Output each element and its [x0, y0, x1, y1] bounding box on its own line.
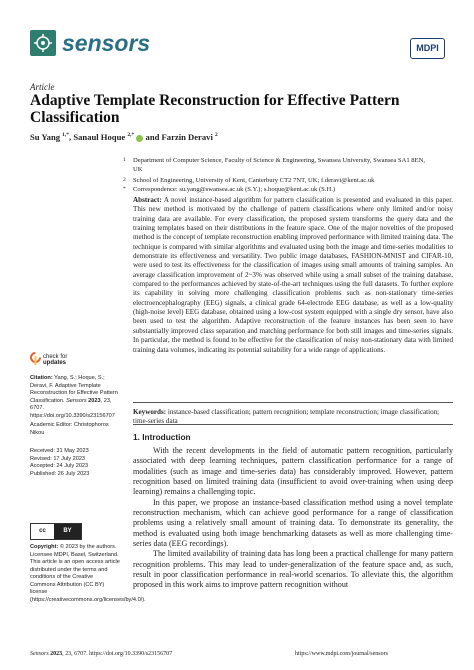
published-date: Published: 26 July 2023 [30, 470, 90, 477]
author-1-marker: 1,* [62, 132, 70, 139]
publication-dates [30, 448, 120, 478]
affiliation-2: 2 School of Engineering, University of Kent, Canterbury CT2 7NT, UK; f.deravi@kent.ac.uk [123, 177, 375, 184]
author-2-marker: 2,* [127, 132, 135, 139]
footer-journal-url[interactable]: https://www.mdpi.com/journal/sensors [295, 651, 388, 657]
author-2[interactable]: Sanaul Hoque [73, 132, 126, 142]
affiliation-1: 1 Department of Computer Science, Faculty of Science & Engineering, Swansea University, Swansea SA1 8EN, UK [123, 157, 426, 173]
journal-name[interactable]: sensors [62, 30, 151, 56]
author-3-marker: 2 [214, 132, 218, 139]
orcid-icon[interactable] [136, 135, 143, 142]
abstract-label: Abstract: [133, 196, 162, 204]
paragraph: With the recent developments in the field of automatic pattern recognition, particularly associated with deep learning techniques, pattern classification performance for a range of modalities (such as image and time-series data) has considerably improved. However, pattern recognition based on limited training data (insufficient to avoid over-training when using deep learning) remains a challenging topic. [133, 446, 453, 497]
academic-editor: Academic Editor: Christophoros Nikou [30, 422, 109, 436]
paragraph: In this paper, we propose an instance-based classification method using a novel template reconstruction mechanism, which can achieve good performance for a range of classification problems using a relatively small amount of training data. To demonstrate its generality, the method is evaluated using both image benchmarking datasets as well as more challenging time-series data (EEG recordings). [133, 497, 453, 549]
footer-citation: Sensors 2023, 23, 6707. https://doi.org/10.3390/s23156707 [30, 651, 173, 657]
introduction-body [133, 446, 453, 591]
received-date: Received: 31 May 2023 [30, 448, 89, 454]
paragraph: The limited availability of training data has long been a practical challenge for many pattern recognition problems. This may lead to under-generalization of the feature space and, as such, result in poor classification performance in real-world scenarios. To alleviate this, the algorithm proposed in this work aims to improve pattern recognition without [133, 549, 453, 590]
section-heading: 1. Introduction [133, 432, 191, 442]
article-type: Article [30, 82, 55, 92]
sensors-logo-icon [30, 30, 56, 56]
author-list: Su Yang $^{1,*}$, Sanaul Hoque $^{2,*}$ and Farzin Deravi $^2$ [30, 132, 218, 142]
keywords-text: instance-based classification; pattern recognition; template reconstruction; image classification; time-series data [133, 408, 440, 426]
mdpi-logo[interactable]: MDPI [410, 38, 445, 59]
accepted-date: Accepted: 24 July 2023 [30, 463, 89, 469]
divider [133, 424, 453, 425]
keywords-label: Keywords: [133, 408, 167, 416]
divider [133, 402, 453, 403]
copyright-notice: Copyright: © 2023 by the authors. Licensee MDPI, Basel, Switzerland. This article is an open access article distributed under the terms and conditions of the Creative Commons Attribution (CC BY) license (https://creativecommons.org/licenses/by/4.0/). [30, 544, 146, 603]
author-3[interactable]: and Farzin Deravi [145, 132, 213, 142]
article-title: Adaptive Template Reconstruction for Effective Pattern Classification [30, 92, 400, 126]
citation: Citation: Yang, S.; Hoque, S.; Deravi, F. Adaptive Template Reconstruction for Effective Pattern Classification. Sensors 2023, 23, 6707. https://doi.org/10.3390/s23156707 [30, 375, 118, 419]
correspondence: * Correspondence: su.yang@swansea.ac.uk (S.Y.); s.hoque@kent.ac.uk (S.H.) [123, 186, 336, 193]
revised-date: Revised: 17 July 2023 [30, 455, 86, 462]
cc-by-license-icon[interactable]: cc BY [30, 523, 82, 540]
abstract-text: A novel instance-based algorithm for pattern classification is presented and evaluated in this paper. This new method is motivated by the challenge of pattern classifications where only limited and/or noisy training data are available. For every classification, the proposed system transforms the query data and the training templates based on their distributions in the feature space. One of the major novelties of the proposed method is the concept of template reconstruction enabling improved performance with limited training data. The technique is compared with similar algorithms and evaluated using both the image and time-series modalities to demonstrate its effectiveness and versatility. Two public image databases, FASHION-MNIST and CIFAR-10, were used to test its effectiveness for the classification of images using small amounts of training samples. An average classification improvement of 2~3% was observed while using a small subset of the training database, compared to the performances achieved by state-of-the-art techniques using the full datasets. To further explore its capability in solving more challenging classification problems such as non-stationary time-series electroencephalography (EEG) signals, a clinical grade 64-electrode EEG database, as well as a low-quality (high-noise level) EEG database, obtained using a low-cost system equipped with a single dry sensor, have also been used to test the algorithm. Adaptive reconstruction of the feature instances has been seen to have substantially improved class separation and matching performance for both still images and time-series signals. In particular, the method is found to be effective for the classification of noisy non-stationary data with limited training data volumes, indicating its potential suitability for a wide range of applications. [133, 196, 453, 354]
abstract [133, 196, 453, 355]
check-for-updates[interactable]: check for updates [43, 354, 68, 366]
author-1[interactable]: Su Yang [30, 132, 61, 142]
check-for-updates-icon[interactable] [30, 352, 41, 366]
